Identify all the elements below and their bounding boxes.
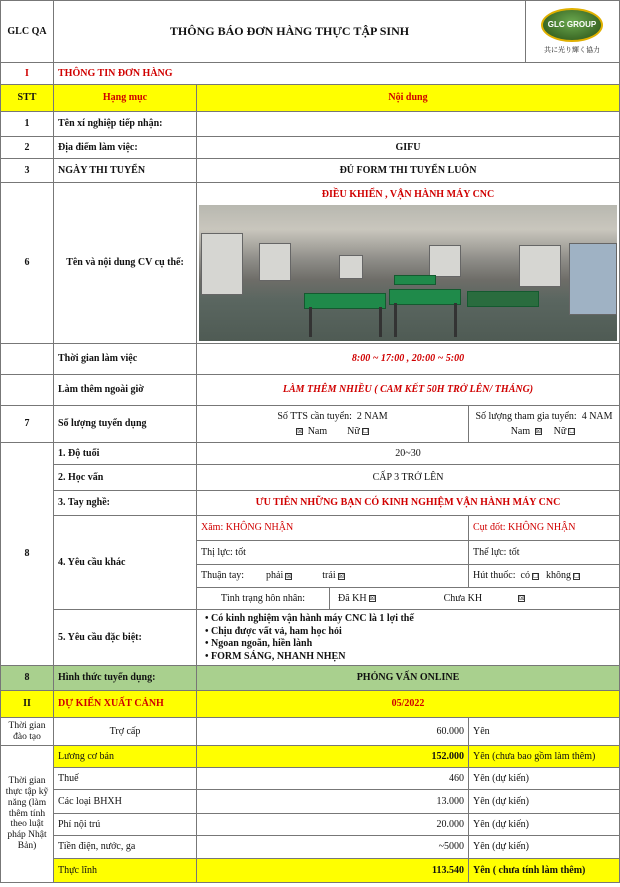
row-label-work-time: Thời gian làm việc [54,344,197,375]
smoking-no-label: không [545,570,571,582]
fin-amount: 152.000 [197,746,469,768]
fin-note-net: Yên ( chưa tính làm thêm) [469,859,620,883]
checkbox-male-checked-icon[interactable]: ☒ [297,428,303,435]
age-value: 20~30 [197,443,620,465]
row-stt: 6 [0,183,54,344]
recruit-exam-label: Số lượng tham gia tuyển: [475,411,577,422]
row-label-job: Tên và nội dung CV cụ thể: [54,183,197,344]
fin-amount-net: 113.540 [197,859,469,883]
row-label-exam-date: NGÀY THI TUYỂN [54,159,197,183]
special-req-list [201,612,414,663]
age-label: 1. Độ tuổi [54,443,197,465]
row-value-exam-date: ĐỦ FORM THI TUYỂN LUÔN [197,159,620,183]
section-title: DỰ KIẾN XUẤT CẢNH [54,691,197,718]
col-header-item: Hạng mục [54,85,197,112]
eyesight-value: Thị lực: tốt [197,541,469,565]
org-label: GLC QA [0,0,54,63]
handedness-label: Thuận tay: [201,570,245,582]
single-label: Chưa KH [443,592,483,604]
recruit-need-label: Số TTS cần tuyển: [277,411,352,422]
row-stt: 3 [0,159,54,183]
fin-label: Trợ cấp [54,718,197,746]
row-stt: 1 [0,112,54,137]
fin-note: Yên [469,718,620,746]
row-stt: 2 [0,137,54,159]
male-label: Nam [510,425,531,437]
male-label: Nam [307,425,328,437]
fin-note: Yên (dự kiến) [469,768,620,790]
internship-period-label: Thời gian thực tập kỹ năng (làm thêm tính theo luật pháp Nhật Bản) [0,746,54,883]
row-stt: 7 [0,406,54,443]
fin-amount: ~5000 [197,836,469,859]
section-title: THÔNG TIN ĐƠN HÀNG [54,63,620,85]
fin-label: Lương cơ bản [54,746,197,768]
row-value-overtime: LÀM THÊM NHIỀU ( CAM KẾT 50H TRỞ LÊN/ THÁNG) [197,375,620,406]
row-label-overtime: Làm thêm ngoài giờ [54,375,197,406]
fin-label: Các loại BHXH [54,790,197,814]
special-req-cell [197,610,620,666]
fin-amount: 13.000 [197,790,469,814]
marital-label: Tình trạng hôn nhân: [197,588,330,610]
fin-note: Yên (dự kiến) [469,836,620,859]
row-stt-empty [0,344,54,375]
smoking-cell [469,565,620,588]
list-item: • FORM SÁNG, NHANH NHẸN [205,650,346,662]
recruit-need-value: 2 NAM [356,411,388,422]
row-label-location: Địa điểm làm việc: [54,137,197,159]
checkbox-single-checked-icon[interactable]: ☒ [519,596,525,602]
row-stt-empty [0,375,54,406]
finger-value: Cụt đốt: KHÔNG NHẬN [469,516,620,541]
handedness-cell [197,565,469,588]
departure-date: 05/2022 [197,691,620,718]
training-period-label: Thời gian đào tạo [0,718,54,746]
row-label-recruit-form: Hình thức tuyển dụng: [54,666,197,691]
fin-note: Yên (chưa bao gồm làm thêm) [469,746,620,768]
fin-note: Yên (dự kiến) [469,790,620,814]
checkbox-smoke-no-icon[interactable]: ☐ [573,573,580,580]
checkbox-smoke-yes-icon[interactable]: ☐ [532,573,539,580]
job-title: ĐIỀU KHIỂN , VẬN HÀNH MÁY CNC [321,189,495,200]
female-label: Nữ [553,425,567,437]
education-label: 2. Học vấn [54,465,197,491]
smoking-yes-label: có [520,570,530,582]
smoking-label: Hút thuốc: [473,570,516,582]
marital-cell [330,588,620,610]
married-label: Đã KH [338,592,367,604]
logo [527,3,617,59]
list-item: • Ngoan ngoãn, hiền lành [205,638,313,649]
fin-label: Phí nội trú [54,814,197,836]
skill-value: ƯU TIÊN NHỮNG BẠN CÓ KINH NGHIỆM VẬN HÀNH MÁY CNC [197,491,620,516]
fin-amount: 20.000 [197,814,469,836]
checkbox-married-checked-icon[interactable]: ☒ [369,596,375,602]
page-title: THÔNG BÁO ĐƠN HÀNG THỰC TẬP SINH [54,0,526,63]
row-stt: 8 [0,666,54,691]
fin-label-net: Thực lĩnh [54,859,197,883]
row-value-work-time: 8:00 ~ 17:00 , 20:00 ~ 5:00 [197,344,620,375]
col-header-content: Nội dung [197,85,620,112]
checkbox-right-checked-icon[interactable]: ☒ [286,573,292,580]
checkbox-female-icon[interactable]: ☐ [569,428,575,435]
row-label-company: Tên xí nghiệp tiếp nhận: [54,112,197,137]
row-value-location: GIFU [197,137,620,159]
factory-photo [199,205,617,341]
fin-label: Tiền điện, nước, ga [54,836,197,859]
list-item: • Có kinh nghiệm vận hành máy CNC là 1 lợi thế [205,613,414,624]
row-value-recruit-form: PHỎNG VẤN ONLINE [197,666,620,691]
skill-label: 3. Tay nghề: [54,491,197,516]
checkbox-female-icon[interactable]: ☐ [362,428,369,435]
recruit-exam-value: 4 NAM [581,411,613,422]
fin-amount: 460 [197,768,469,790]
section-number: I [0,63,54,85]
section-number: II [0,691,54,718]
hand-right-label: phải [266,570,284,582]
row-label-recruit-count: Số lượng tuyển dụng [54,406,197,443]
recruit-exam-cell [469,406,620,443]
logo-tagline: 共に光り輝く協力 [544,45,600,54]
tattoo-value: Xăm: KHÔNG NHẬN [197,516,469,541]
logo-emblem: GLC GROUP [541,8,603,42]
education-value: CẤP 3 TRỞ LÊN [197,465,620,491]
col-header-stt: STT [0,85,54,112]
fin-note: Yên (dự kiến) [469,814,620,836]
other-req-label: 4. Yêu cầu khác [54,516,197,610]
recruit-need-cell [197,406,469,443]
checkbox-male-checked-icon[interactable]: ☒ [535,428,542,435]
checkbox-left-checked-icon[interactable]: ☒ [338,573,344,580]
row-value-company [197,112,620,137]
fitness-value: Thể lực: tốt [469,541,620,565]
fin-amount: 60.000 [197,718,469,746]
row-stt: 8 [0,443,54,666]
fin-label: Thuế [54,768,197,790]
list-item: • Chịu được vất vả, ham học hỏi [205,625,342,637]
female-label: Nữ [347,425,360,437]
hand-left-label: trái [322,570,336,582]
special-req-label: 5. Yêu cầu đặc biệt: [54,610,197,666]
